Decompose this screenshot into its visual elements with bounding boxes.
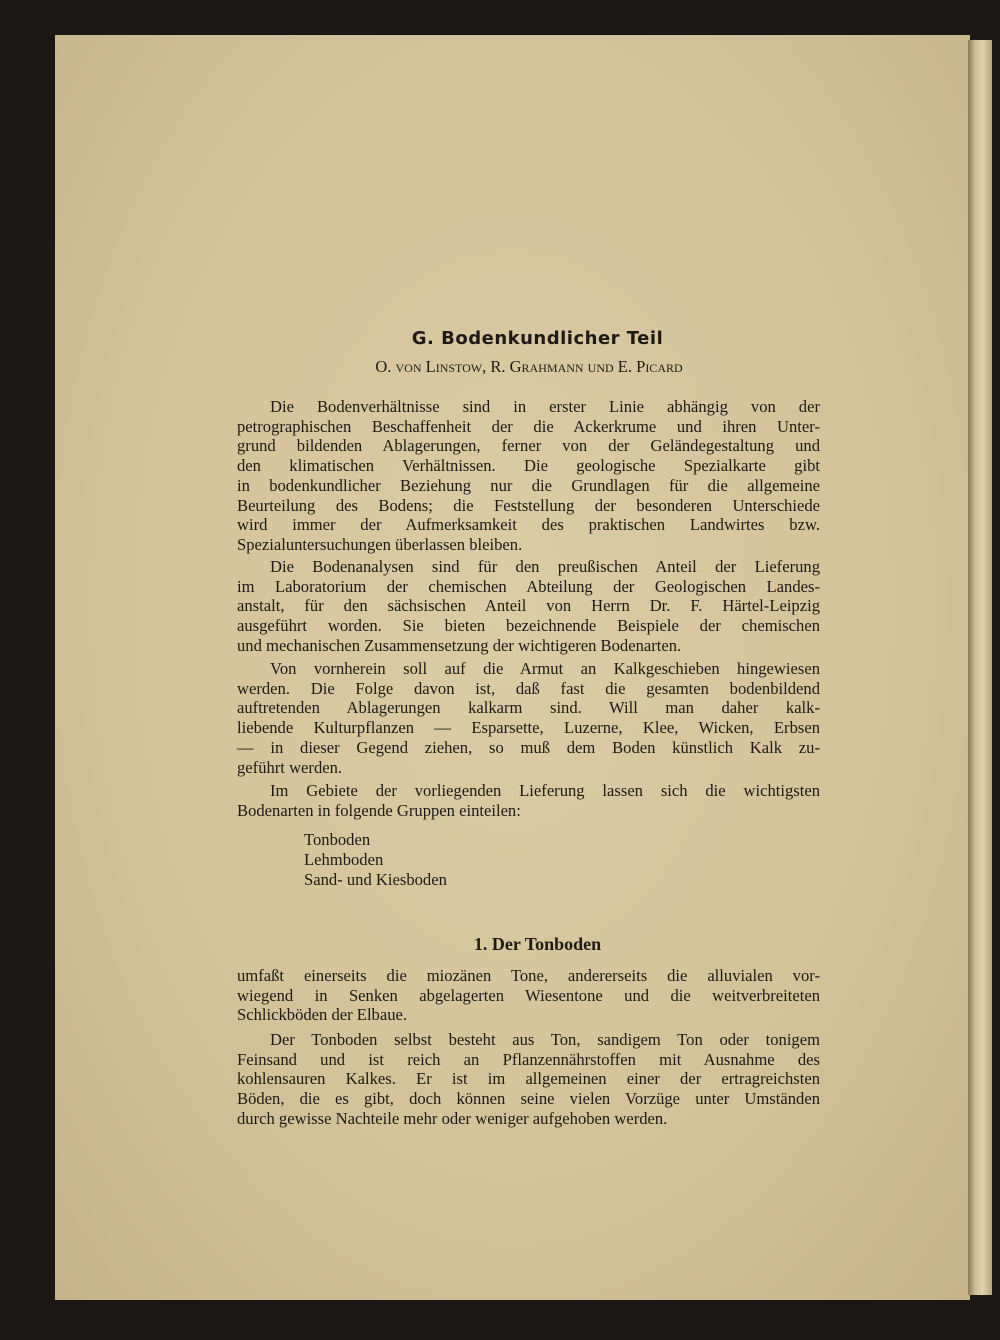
paragraph-line: wird immer der Aufmerksamkeit des praktischen Landwirtes bzw. xyxy=(237,515,820,535)
paragraph-line: Im Gebiete der vorliegenden Lieferung lassen sich die wichtigsten xyxy=(270,781,820,800)
paragraph-line: Der Tonboden selbst besteht aus Ton, sandigem Ton oder tonigem xyxy=(270,1030,820,1049)
paragraph-line: Bodenarten in folgende Gruppen einteilen: xyxy=(237,800,521,820)
paragraph-line: den klimatischen Verhältnissen. Die geologische Spezialkarte gibt xyxy=(237,456,820,476)
paragraph-line: Schlickböden der Elbaue. xyxy=(237,1005,408,1025)
paragraph-line: wiegend in Senken abgelagerten Wiesentone und die weitverbreiteten xyxy=(237,985,820,1005)
paragraph-line: durch gewisse Nachteile mehr oder weniger aufgehoben werden. xyxy=(237,1108,668,1128)
paragraph-line: petrographischen Beschaffenheit der die Ackerkrume und ihren Unter- xyxy=(237,416,820,436)
paragraph-line: auftretenden Ablagerungen kalkarm sind. Will man daher kalk- xyxy=(237,698,820,718)
section-heading: 1. Der Tonboden xyxy=(473,934,602,954)
paragraph-line: liebende Kulturpflanzen — Esparsette, Luzerne, Klee, Wicken, Erbsen xyxy=(237,718,820,738)
paragraph-line: ausgeführt worden. Sie bieten bezeichnende Beispiele der chemischen xyxy=(237,616,820,636)
paragraph-line: Von vornherein soll auf die Armut an Kalkgeschieben hingewiesen xyxy=(270,659,820,678)
paragraph-line: Beurteilung des Bodens; die Feststellung der besonderen Unterschiede xyxy=(237,495,820,515)
paragraph-line: Böden, die es gibt, doch können seine vielen Vorzüge unter Umständen xyxy=(237,1089,820,1109)
soil-group-item: Lehmboden xyxy=(304,850,384,869)
soil-group-item: Sand- und Kiesboden xyxy=(304,870,447,889)
paragraph-line: — in dieser Gegend ziehen, so muß dem Boden künstlich Kalk zu- xyxy=(237,737,820,757)
paragraph-line: Spezialuntersuchungen überlassen bleiben. xyxy=(237,534,523,554)
authors-line: O. von Linstow, R. Grahmann und E. Picard xyxy=(375,357,683,376)
paragraph-line: anstalt, für den sächsischen Anteil von Herrn Dr. F. Härtel-Leipzig xyxy=(237,596,820,616)
paragraph-line: Die Bodenverhältnisse sind in erster Linie abhängig von der xyxy=(270,397,820,416)
chapter-title: G. Bodenkundlicher Teil xyxy=(411,328,664,349)
paragraph-line: geführt werden. xyxy=(237,757,343,777)
paragraph-line: in bodenkundlicher Beziehung nur die Grundlagen für die allgemeine xyxy=(237,475,820,495)
paragraph-line: umfaßt einerseits die miozänen Tone, andererseits die alluvialen vor- xyxy=(237,966,820,985)
paragraph-line: Feinsand und ist reich an Pflanzennährstoffen mit Ausnahme des xyxy=(237,1049,820,1069)
paragraph-line: kohlensauren Kalkes. Er ist im allgemeinen einer der ertragreichsten xyxy=(237,1069,820,1089)
soil-group-item: Tonboden xyxy=(304,830,371,849)
paragraph-line: im Laboratorium der chemischen Abteilung der Geologischen Landes- xyxy=(237,576,820,596)
paragraph-line: Die Bodenanalysen sind für den preußischen Anteil der Lieferung xyxy=(270,557,820,576)
paragraph-line: grund bildenden Ablagerungen, ferner von der Geländegestaltung und xyxy=(237,436,820,456)
paragraph-line: werden. Die Folge davon ist, daß fast die gesamten bodenbildend xyxy=(237,678,820,698)
paragraph-line: und mechanischen Zusammensetzung der wichtigeren Bodenarten. xyxy=(237,635,682,655)
next-page-edge xyxy=(968,40,992,1295)
